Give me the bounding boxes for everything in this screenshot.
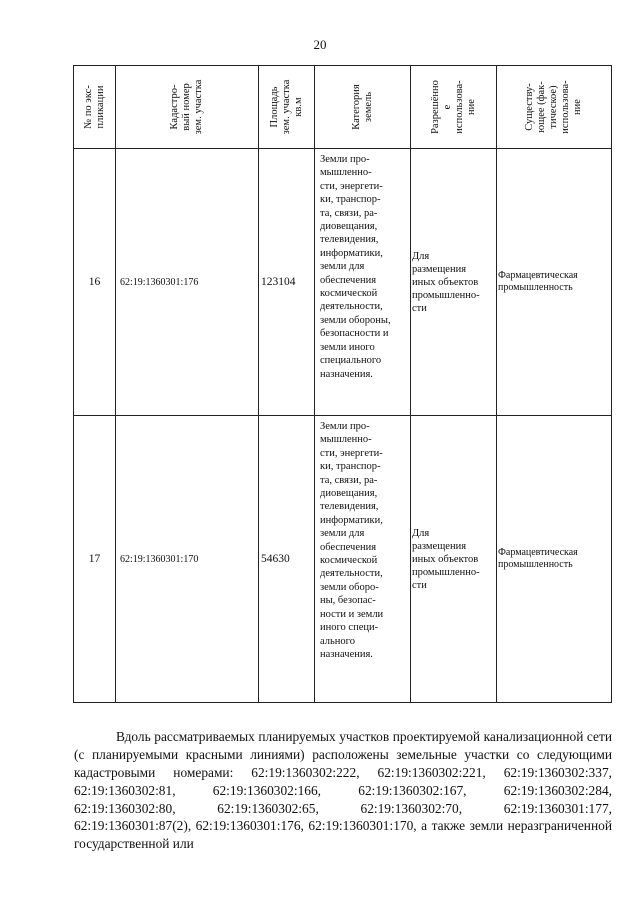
header-cadastral-number-text: Кадастро- вый номер зем. участка xyxy=(169,79,204,135)
cell-permitted-use: Для размещения иных объектов промышленно- сти xyxy=(411,416,497,703)
header-permitted-use xyxy=(411,66,497,149)
page-number: 20 xyxy=(313,37,327,52)
header-area-text: Площадь зем. участка кв.м xyxy=(268,79,304,135)
header-exp-number-text: № по экс- пликации xyxy=(82,85,106,129)
header-area xyxy=(259,66,315,149)
cell-land-category: Земли про- мышленно- сти, энергети- ки, транспор- та, связи, ра- диовещания, телевидения, информатики, земли для обеспечения космической деятельности, земли оборо- ны, безопас- ности и земли иного специ- ального назначения. xyxy=(315,416,411,703)
cell-actual-use: Фармацевтическая промышленность xyxy=(497,149,612,416)
header-exp-number xyxy=(74,66,116,149)
cell-cadastral-number: 62:19:1360301:176 xyxy=(116,149,259,416)
cadastre-table xyxy=(73,65,612,703)
cell-exp-number: 16 xyxy=(74,149,116,416)
body-paragraph: Вдоль рассматриваемых планируемых участков проектируемой канализационной сети (с планируемыми красными линиями) расположены земельные участки со следующими кадастровыми номерами: 62:19:1360302:222, 62:19:1360302:221, 62:19:1360302:337, 62:19:1360302:81, 62:19:1360302:166, 62:19:1360302:167, 62:19:1360302:284, 62:19:1360302:80, 62:19:1360302:65, 62:19:1360302:70, 62:19:1360301:177, 62:19:1360301:87(2), 62:19:1360301:176, 62:19:1360301:170, а также земли неразграниченной государственной или xyxy=(74,729,612,852)
header-land-category xyxy=(315,66,411,149)
cell-cadastral-number: 62:19:1360301:170 xyxy=(116,416,259,703)
table-row xyxy=(74,416,612,703)
cell-actual-use: Фармацевтическая промышленность xyxy=(497,416,612,703)
header-land-category-text: Категория земель xyxy=(350,84,374,130)
header-actual-use-text: Существу- ющее (фак- тическое) использова- ние xyxy=(524,80,583,134)
cell-exp-number: 17 xyxy=(74,416,116,703)
header-cadastral-number xyxy=(116,66,259,149)
table-row xyxy=(74,149,612,416)
table-header-row xyxy=(74,66,612,149)
header-permitted-use-text: Разрешённо е использова- ние xyxy=(429,80,477,134)
cell-area: 123104 xyxy=(259,149,315,416)
cell-permitted-use: Для размещения иных объектов промышленно- сти xyxy=(411,149,497,416)
header-actual-use xyxy=(497,66,612,149)
cell-area: 54630 xyxy=(259,416,315,703)
cell-land-category: Земли про- мышленно- сти, энергети- ки, транспор- та, связи, ра- диовещания, телевидения, информатики, земли для обеспечения космической деятельности, земли обороны, безопасности и земли иного специального назначения. xyxy=(315,149,411,416)
